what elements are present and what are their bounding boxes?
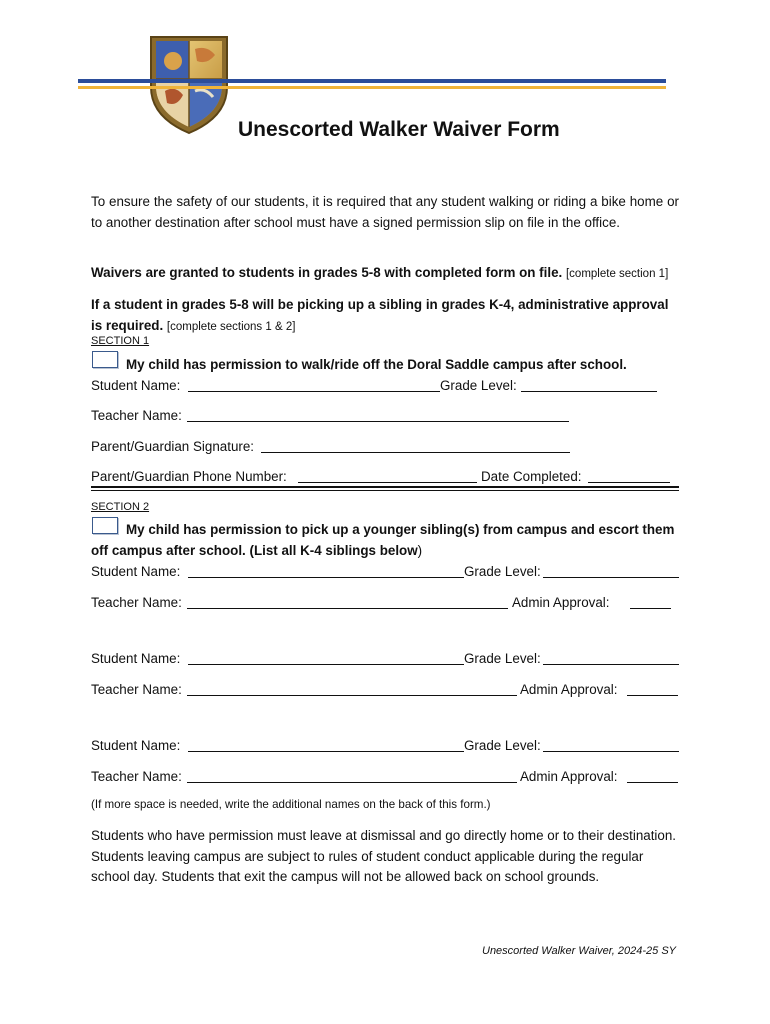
s2-student-name-label-3: Student Name:: [91, 738, 181, 753]
sibling-rule: [91, 294, 681, 338]
s2-student-name-field-1[interactable]: [188, 577, 464, 578]
section1-permission-checkbox[interactable]: [92, 351, 118, 368]
s2-teacher-name-field-2[interactable]: [187, 695, 517, 696]
waiver-rule: [91, 264, 668, 283]
sibling-rule-note: [complete sections 1 & 2]: [166, 321, 296, 333]
s1-phone-field[interactable]: [298, 482, 477, 483]
s1-teacher-name-label: Teacher Name:: [91, 408, 182, 423]
s2-admin-approval-label-1: Admin Approval:: [512, 595, 610, 610]
s2-admin-approval-label-2: Admin Approval:: [520, 682, 618, 697]
s2-admin-approval-field-2[interactable]: [627, 695, 678, 696]
section2-checkbox-label-bold: off campus after school. (List all K-4 siblings below: [91, 543, 418, 558]
s2-admin-approval-label-3: Admin Approval:: [520, 769, 618, 784]
s1-teacher-name-field[interactable]: [187, 421, 569, 422]
s1-date-label: Date Completed:: [481, 469, 582, 484]
dismissal-paragraph: Students who have permission must leave at dismissal and go directly home or to their destination. Students leaving campus are subject to rules of student conduct applicable during the regular school day. Students that exit the campus will not be allowed back on school grounds.: [91, 828, 677, 885]
s2-admin-approval-field-1[interactable]: [630, 608, 671, 609]
section-divider: [91, 486, 679, 488]
s1-grade-level-label: Grade Level:: [440, 378, 517, 393]
section2-checkbox-label-paren: ): [417, 543, 423, 558]
footer-label: Unescorted Walker Waiver, 2024-25 SY: [482, 945, 677, 957]
s2-student-name-field-2[interactable]: [188, 664, 464, 665]
sibling-rule-bold: If a student in grades 5-8 will be picking up a sibling in grades K-4, administrative approval is required.: [91, 297, 669, 333]
intro-paragraph: To ensure the safety of our students, it is required that any student walking or riding a bike home or to another destination after school must have a signed permission slip on file in the office.: [91, 194, 679, 230]
more-space-note: (If more space is needed, write the additional names on the back of this form.): [91, 798, 491, 811]
school-crest-logo: [147, 31, 231, 135]
s2-student-name-field-3[interactable]: [188, 751, 464, 752]
s1-date-field[interactable]: [588, 482, 670, 483]
waiver-rule-note: [complete section 1]: [565, 268, 669, 280]
s2-teacher-name-label-1: Teacher Name:: [91, 595, 182, 610]
s2-grade-level-field-1[interactable]: [543, 577, 679, 578]
s2-admin-approval-field-3[interactable]: [627, 782, 678, 783]
s2-student-name-label-2: Student Name:: [91, 651, 181, 666]
s2-teacher-name-field-3[interactable]: [187, 782, 517, 783]
section2-permission-checkbox[interactable]: [92, 517, 118, 534]
s2-grade-level-label-3: Grade Level:: [464, 738, 541, 753]
section2-heading: SECTION 2: [91, 501, 150, 513]
s2-teacher-name-label-2: Teacher Name:: [91, 682, 182, 697]
s2-grade-level-field-2[interactable]: [543, 664, 679, 665]
s1-student-name-label: Student Name:: [91, 378, 181, 393]
s1-student-name-field[interactable]: [188, 391, 440, 392]
page-title: Unescorted Walker Waiver Form: [238, 118, 560, 141]
header-rule-blue: [78, 79, 666, 83]
section1-heading: SECTION 1: [91, 335, 150, 347]
section2-checkbox-label-line2: [91, 542, 422, 559]
s2-grade-level-field-3[interactable]: [543, 751, 679, 752]
s1-signature-label: Parent/Guardian Signature:: [91, 439, 255, 454]
s1-signature-field[interactable]: [261, 452, 570, 453]
header-rule-gold: [78, 86, 666, 89]
s1-phone-label: Parent/Guardian Phone Number:: [91, 469, 287, 484]
section-divider-thin: [91, 490, 679, 491]
section2-checkbox-label-line1: My child has permission to pick up a younger sibling(s) from campus and escort them: [126, 522, 675, 537]
s2-grade-level-label-2: Grade Level:: [464, 651, 541, 666]
section1-checkbox-label: My child has permission to walk/ride off the Doral Saddle campus after school.: [126, 357, 627, 372]
s2-teacher-name-field-1[interactable]: [187, 608, 508, 609]
s2-teacher-name-label-3: Teacher Name:: [91, 769, 182, 784]
s2-grade-level-label-1: Grade Level:: [464, 564, 541, 579]
waiver-rule-bold: Waivers are granted to students in grades 5-8 with completed form on file.: [91, 265, 563, 280]
s1-grade-level-field[interactable]: [521, 391, 657, 392]
s2-student-name-label-1: Student Name:: [91, 564, 181, 579]
